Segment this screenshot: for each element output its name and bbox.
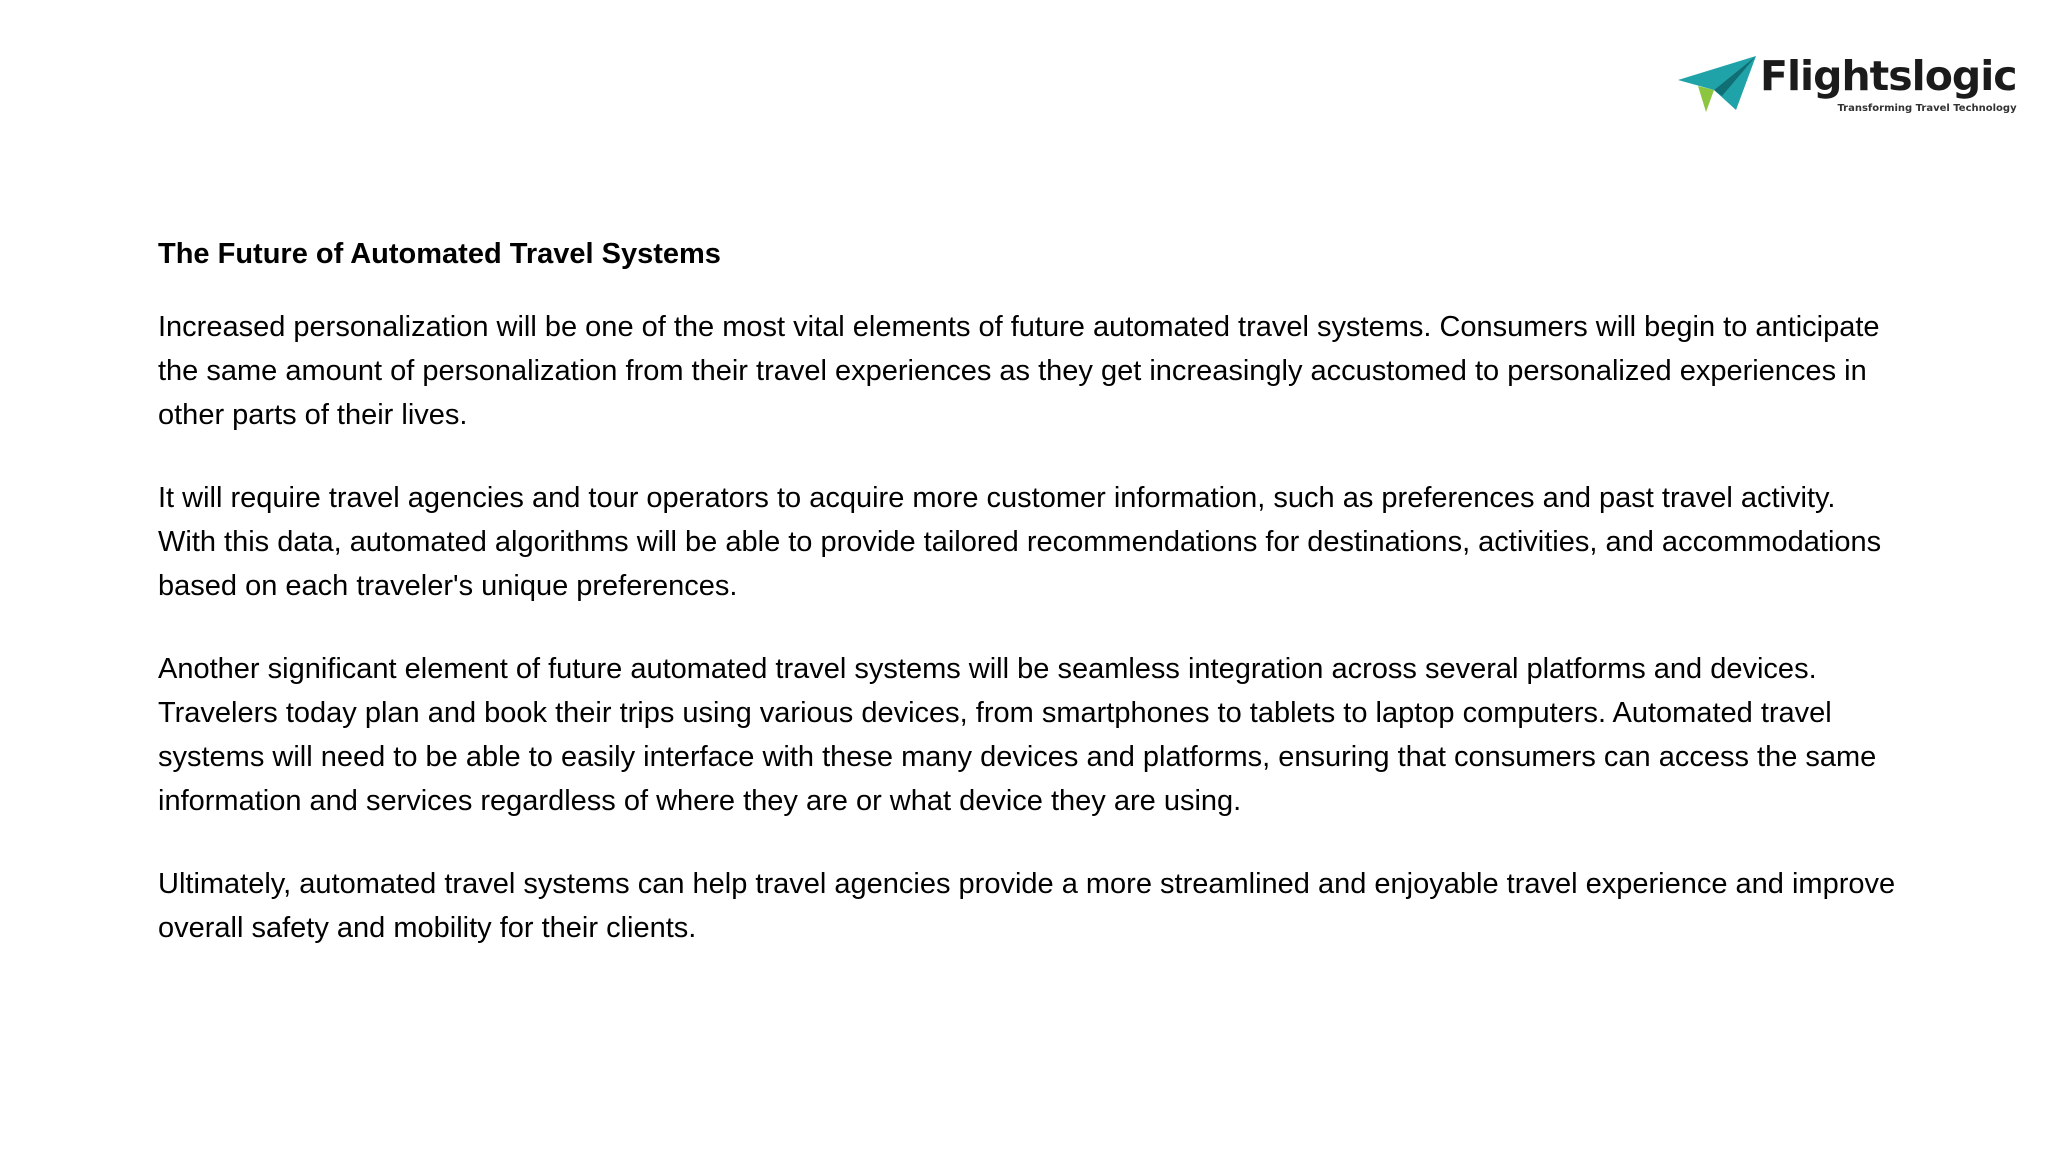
brand-tagline: Transforming Travel Technology [1837, 103, 2017, 114]
brand-logo [1676, 52, 2017, 126]
brand-text [1760, 52, 2017, 115]
article [158, 232, 1918, 989]
article-paragraph-1: Increased personalization will be one of the most vital elements of future automated travel systems. Consumers will begin to anticipate the same amount of personalization from their travel experiences as they get increasingly accustomed to personalized experiences in other parts of their lives. [158, 311, 1880, 431]
article-paragraph-4: Ultimately, automated travel systems can help travel agencies provide a more streamlined and enjoyable travel experience and improve overall safety and mobility for their clients. [158, 868, 1896, 944]
brand-name: Flightslogic [1760, 52, 2017, 100]
article-title: The Future of Automated Travel Systems [158, 238, 721, 270]
paper-plane-icon [1676, 52, 1758, 114]
article-paragraph-2: It will require travel agencies and tour operators to acquire more customer information, such as preferences and past travel activity. With this data, automated algorithms will be able to provide tailored recommendations for destinations, activities, and accommodations based on each traveler's unique preferences. [158, 482, 1882, 602]
article-paragraph-3: Another significant element of future automated travel systems will be seamless integration across several platforms and devices. Travelers today plan and book their trips using various devices, from smartphones to tablets to laptop computers. Automated travel systems will need to be able to easily interface with these many devices and platforms, ensuring that consumers can access the same information and services regardless of where they are or what device they are using. [158, 653, 1877, 817]
